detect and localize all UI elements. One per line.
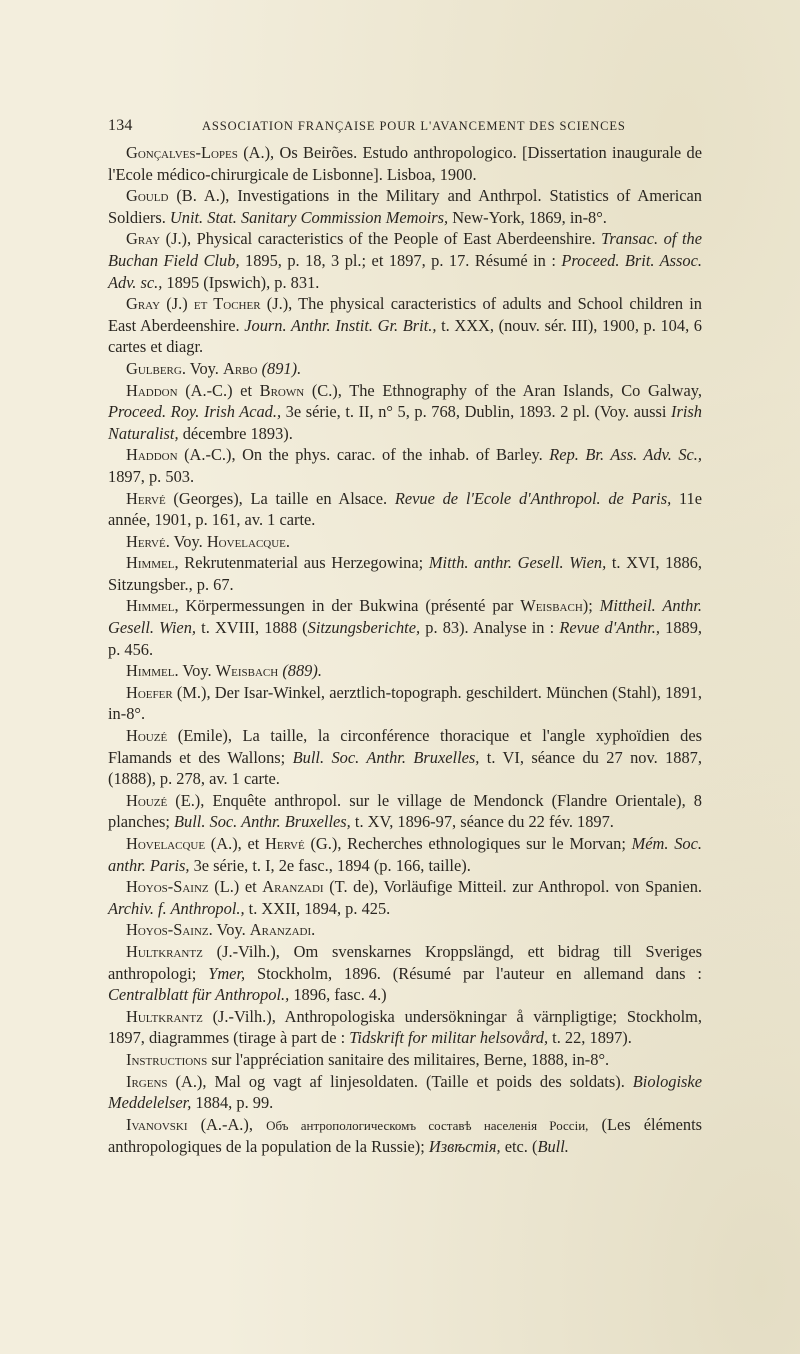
entry-text: t. XVI, 1886, Sitzungsber., p. 67. (108, 553, 702, 594)
author-name: Hultkrantz (126, 941, 203, 961)
bibliography-entry (108, 833, 702, 876)
entry-text: t. XXX, (nouv. sér. III), 1900, p. 104, 6 cartes et diagr. (108, 315, 702, 357)
author-name: Brown (259, 380, 305, 400)
entry-text: etc. ( (500, 1137, 538, 1157)
entry-text: . Voy. (165, 531, 207, 551)
author-name: Haddon (126, 380, 178, 400)
bibliography-entry (108, 358, 702, 380)
entry-text: ); (582, 596, 600, 616)
entry-text: (B. A.), Investigations in the Military and Anthrpol. Statistics of American Soldiers. (108, 186, 702, 227)
bibliography-entry (108, 919, 702, 941)
author-name: Haddon (126, 445, 178, 465)
author-name: Himmel (126, 553, 175, 573)
entry-text: (A.), Mal og vagt af linjesoldaten. (Taille et poids des soldats). (167, 1071, 633, 1091)
author-name: Gonçalves-Lopes (126, 143, 238, 162)
author-name: Irgens (126, 1071, 168, 1091)
author-name: Houzé (126, 790, 168, 810)
entry-text: (E.), Enquête anthropol. sur le village de Mendonck (Flandre Orientale), 8 planches; (108, 790, 702, 832)
entry-text: (Georges), La taille en Alsace. (165, 488, 395, 508)
entry-text: 11e année, 1901, p. 161, av. 1 carte. (108, 488, 703, 530)
author-name: Gray (126, 229, 161, 249)
journal-title: Transac. of the Buchan Field Club, (108, 229, 702, 270)
entry-text: (A.), et (205, 834, 266, 853)
running-title: ASSOCIATION FRANÇAISE POUR L'AVANCEMENT DES SCIENCES (202, 119, 626, 133)
page-number: 134 (108, 117, 133, 134)
author-name: Instructions (126, 1049, 208, 1069)
journal-title: Sitzungsberichte, (307, 618, 421, 638)
author-name: Hultkrantz (126, 1006, 203, 1026)
entry-text: (A.), Os Beirões. Estudo anthropologico. [Dissertation inaugurale de l'Ecole médico-chirurgicale de Lisbonne]. Lisboa, 1900. (108, 143, 702, 184)
entry-text: t. XVIII, 1888 ( (196, 618, 308, 638)
author-name: Hoefer (126, 682, 173, 702)
bibliography-entry (108, 488, 702, 531)
entry-text: (A.-C.), On the phys. carac. of the inhab. of Barley. (177, 445, 550, 465)
author-name: Aranzadi (249, 920, 312, 940)
author-name: Weisbach (215, 661, 279, 681)
bibliography-entry (108, 228, 702, 293)
author-name: et Tocher (193, 294, 261, 314)
journal-title: Bull. Soc. Anthr. Bruxelles, (174, 812, 351, 832)
entry-text: (Les éléments anthropologiques de la population de la Russie); (108, 1114, 703, 1157)
entry-text: . Voy. (208, 920, 250, 940)
journal-title: Journ. Anthr. Instit. Gr. Brit., (244, 315, 437, 335)
entry-text: Stockholm, 1896. (Résumé par l'auteur en allemand dans : (245, 963, 702, 983)
author-name: Ivanovski (126, 1114, 188, 1134)
entry-text: (A.-C.) et (177, 380, 260, 400)
entry-text: (J.-Vilh.), Om svenskarnes Kroppslängd, ett bidrag till Sveriges anthropologi; (108, 941, 702, 983)
journal-title: Mém. Soc. anthr. Paris, (108, 834, 702, 875)
entry-text: (J.-Vilh.), Anthropologiska undersökningar å värnpligtige; Stockholm, 1897, diagrammes (tirage à part de : (108, 1006, 702, 1048)
entry-text: (A.-A.), (187, 1114, 267, 1134)
author-name: Hoyos-Sainz (126, 877, 209, 897)
author-name: Hovelacque (206, 531, 286, 551)
journal-title: Archiv. f. Anthropol., (108, 898, 245, 918)
entry-text: , Rekrutenmaterial aus Herzegowina; (174, 553, 429, 573)
journal-title: Irish Naturalist, (108, 402, 702, 443)
entry-text: sur l'appréciation sanitaire des militaires, Berne, 1888, in-8°. (207, 1049, 610, 1069)
entry-text: . (311, 920, 316, 940)
journal-title: Proceed. Roy. Irish Acad., (108, 402, 282, 422)
entry-text: New-York, 1869, in-8°. (448, 207, 607, 227)
author-name: Gould (126, 186, 169, 206)
author-name: Himmel (126, 596, 175, 616)
entry-text: . Voy. (174, 661, 216, 681)
entry-text: 1884, p. 99. (191, 1093, 274, 1113)
page-header (108, 117, 698, 137)
journal-title: Proceed. Brit. Assoc. Adv. sc., (108, 250, 702, 292)
author-name: Hervé (126, 488, 166, 508)
journal-title: Centralblatt für Anthropol., (108, 985, 290, 1005)
bibliography-entry (108, 293, 702, 358)
bibliography-entry (108, 682, 702, 725)
bibliography-entry (108, 1006, 702, 1049)
bibliography-entry (108, 790, 702, 833)
journal-title: Извѣстія, (428, 1137, 501, 1157)
journal-title: Tidskrift for militar helsovård, (349, 1028, 549, 1048)
entry-text: p. 83). Analyse in : (420, 618, 560, 638)
bibliography-entry (108, 380, 702, 445)
journal-title: Mitth. anthr. Gesell. Wien, (428, 553, 607, 573)
bibliography-entry (108, 876, 702, 919)
author-name: Weisbach (520, 596, 583, 616)
entry-text: t. 22, 1897). (548, 1028, 632, 1048)
journal-title: Bull. Soc. Anthr. Bruxelles, (292, 747, 480, 767)
author-name: Arbo (223, 358, 258, 378)
cyrillic-title: Объ антропологическомъ составѣ населенія Россіи, (266, 1117, 589, 1133)
bibliography-entry (108, 531, 702, 553)
entry-text: (J.) (160, 294, 194, 314)
entry-text: 3e série, t. I, 2e fasc., 1894 (p. 166, taille). (189, 855, 471, 875)
bibliography-entry (108, 552, 702, 595)
author-name: Aranzadi (262, 877, 324, 897)
cross-reference: (889). (282, 661, 322, 681)
entry-text: (G.), Recherches ethnologiques sur le Morvan; (304, 834, 632, 853)
entry-text: t. XV, 1896-97, séance du 22 fév. 1897. (350, 812, 614, 832)
author-name: Hervé (126, 531, 166, 551)
entry-text: 1897, p. 503. (108, 466, 195, 486)
entry-text: 3e série, t. II, n° 5, p. 768, Dublin, 1893. 2 pl. (Voy. aussi (281, 402, 672, 422)
journal-title: Mittheil. Anthr. Gesell. Wien, (108, 596, 702, 638)
bibliography-entry (108, 941, 702, 1006)
bibliography-entry (108, 444, 702, 487)
entry-text: (J.), Physical caracteristics of the People of East Aberdeenshire. (160, 229, 602, 249)
author-name: Houzé (126, 726, 168, 746)
entry-text: 1895, p. 18, 3 pl.; et 1897, p. 17. Résumé in : (239, 250, 562, 270)
bibliography-entry (108, 1049, 702, 1071)
entry-text: (J.), The physical caracteristics of adults and School children in East Aberdeenshire. (108, 294, 702, 335)
bibliography-entry (108, 660, 702, 682)
bibliography-list (108, 142, 702, 1158)
bibliography-entry (108, 185, 702, 228)
entry-text: . (285, 531, 291, 551)
journal-title: Rep. Br. Ass. Adv. Sc., (549, 445, 702, 465)
entry-text: , Körpermessungen in der Bukwina (présenté par (174, 596, 521, 616)
entry-text: 1889, p. 456. (108, 618, 702, 659)
journal-title: Revue d'Anthr., (559, 618, 660, 638)
author-name: Gulberg (126, 358, 182, 378)
journal-title: Unit. Stat. Sanitary Commission Memoirs, (169, 207, 449, 227)
bibliography-entry (108, 725, 702, 790)
author-name: Hovelacque (126, 834, 206, 853)
cross-reference: (891). (261, 358, 302, 378)
author-name: Hervé (265, 834, 305, 853)
entry-text: (T. de), Vorläufige Mitteil. zur Anthropol. von Spanien. (323, 877, 702, 897)
bibliography-entry (108, 142, 702, 185)
journal-title: Revue de l'Ecole d'Anthropol. de Paris, (394, 488, 672, 508)
entry-text: décembre 1893). (178, 423, 293, 443)
entry-text: 1896, fasc. 4.) (289, 985, 387, 1005)
author-name: Hoyos-Sainz (126, 920, 209, 940)
journal-title: Biologiske Meddelelser, (108, 1071, 702, 1113)
bibliography-entry (108, 595, 702, 660)
journal-title: Bull. (537, 1137, 569, 1157)
entry-text: t. VI, séance du 27 nov. 1887, (1888), p. 278, av. 1 carte. (108, 747, 702, 789)
entry-text: (L.) et (208, 877, 263, 897)
entry-text: (C.), The Ethnography of the Aran Islands, Co Galway, (304, 380, 702, 400)
entry-text: . Voy. (181, 358, 223, 378)
journal-title: Ymer, (208, 963, 246, 983)
author-name: Himmel (126, 661, 175, 681)
entry-text: (Emile), La taille, la circonférence thoracique et l'angle xyphoïdien des Flamands et des Wallons; (108, 726, 702, 767)
entry-text: 1895 (Ipswich), p. 831. (162, 272, 320, 292)
bibliography-entry (108, 1114, 702, 1158)
entry-text: t. XXII, 1894, p. 425. (244, 898, 391, 918)
entry-text: (M.), Der Isar-Winkel, aerztlich-topograph. geschildert. München (Stahl), 1891, in-8°. (108, 682, 702, 724)
author-name: Gray (126, 294, 161, 314)
bibliography-entry (108, 1071, 702, 1114)
